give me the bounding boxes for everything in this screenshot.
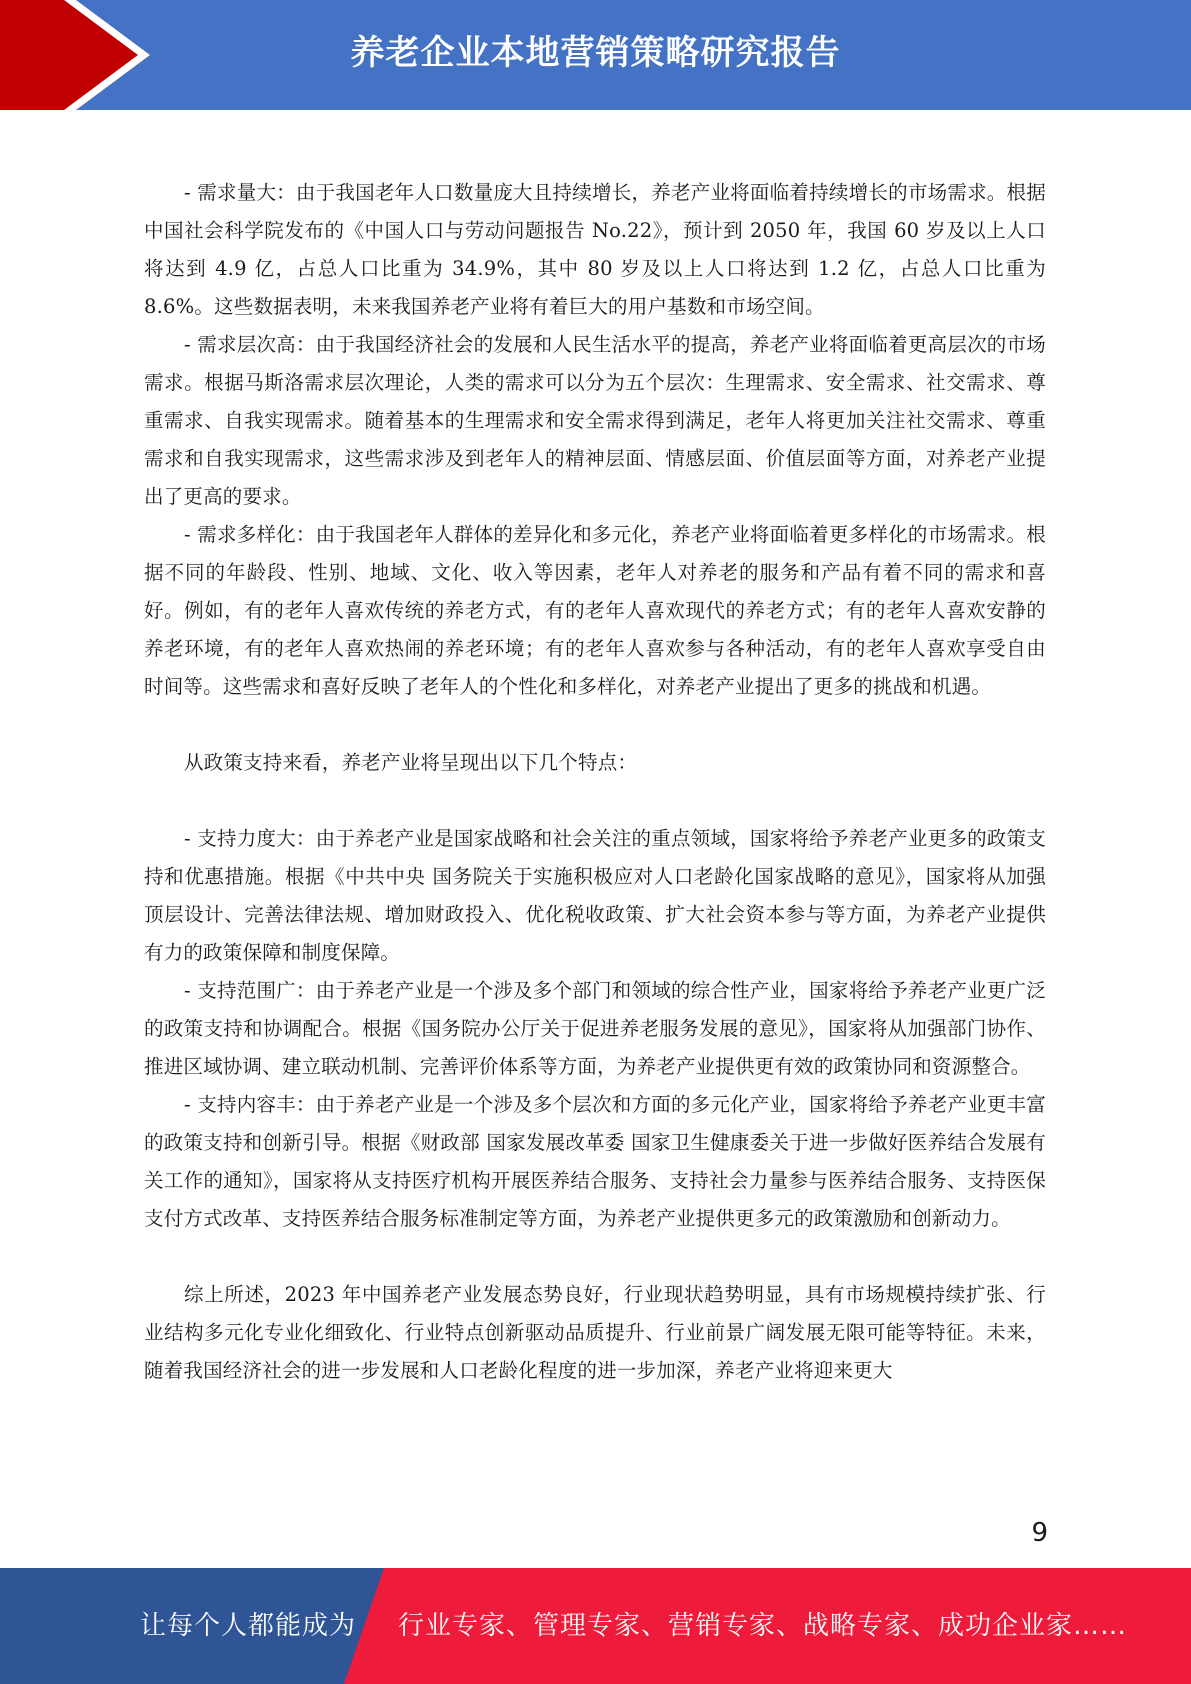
page-footer	[0, 1568, 1191, 1684]
spacer	[144, 782, 1046, 820]
paragraph-support-content: - 支持内容丰：由于养老产业是一个涉及多个层次和方面的多元化产业，国家将给予养老产业更丰富的政策支持和创新引导。根据《财政部 国家发展改革委 国家卫生健康委关于进一步做好医养结合发展有关工作的通知》，国家将从支持医疗机构开展医养结合服务、支持社会力量参与医养结合服务、支持医保支付方式改革、支持医养结合服务标准制定等方面，为养老产业提供更多元的政策激励和创新动力。	[144, 1093, 1046, 1230]
paragraph-summary: 综上所述，2023 年中国养老产业发展态势良好，行业现状趋势明显，具有市场规模持续扩张、行业结构多元化专业化细致化、行业特点创新驱动品质提升、行业前景广阔发展无限可能等特征。未来，随着我国经济社会的进一步发展和人口老龄化程度的进一步加深，养老产业将迎来更大	[144, 1283, 1046, 1382]
page-number: 9	[1031, 1518, 1048, 1548]
footer-slogan-lead: 让每个人都能成为	[140, 1611, 357, 1641]
paragraph-support-strength: - 支持力度大：由于养老产业是国家战略和社会关注的重点领域，国家将给予养老产业更多的政策支持和优惠措施。根据《中共中央 国务院关于实施积极应对人口老龄化国家战略的意见》，国家将从加强顶层设计、完善法律法规、增加财政投入、优化税收政策、扩大社会资本参与等方面，为养老产业提供有力的政策保障和制度保障。	[144, 827, 1046, 964]
footer-slogan-roles: 行业专家、管理专家、营销专家、战略专家、成功企业家……	[398, 1611, 1128, 1641]
paragraph-demand-level: - 需求层次高：由于我国经济社会的发展和人民生活水平的提高，养老产业将面临着更高层次的市场需求。根据马斯洛需求层次理论，人类的需求可以分为五个层次：生理需求、安全需求、社交需求、尊重需求、自我实现需求。随着基本的生理需求和安全需求得到满足，老年人将更加关注社交需求、尊重需求和自我实现需求，这些需求涉及到老年人的精神层面、情感层面、价值层面等方面，对养老产业提出了更高的要求。	[144, 333, 1046, 508]
report-body	[144, 174, 1046, 1390]
report-title: 养老企业本地营销策略研究报告	[350, 33, 841, 73]
spacer	[144, 706, 1046, 744]
paragraph-policy-intro: 从政策支持来看，养老产业将呈现出以下几个特点：	[184, 751, 638, 774]
paragraph-demand-volume: - 需求量大：由于我国老年人口数量庞大且持续增长，养老产业将面临着持续增长的市场需求。根据中国社会科学院发布的《中国人口与劳动问题报告 No.22》，预计到 2050 年，我国 60 岁及以上人口将达到 4.9 亿，占总人口比重为 34.9%，其中 80 岁及以上人口将达到 1.2 亿，占总人口比重为 8.6%。这些数据表明，未来我国养老产业将有着巨大的用户基数和市场空间。	[144, 181, 1046, 318]
header-chevron-decoration	[0, 0, 160, 110]
paragraph-demand-diversity: - 需求多样化：由于我国老年人群体的差异化和多元化，养老产业将面临着更多样化的市场需求。根据不同的年龄段、性别、地域、文化、收入等因素，老年人对养老的服务和产品有着不同的需求和喜好。例如，有的老年人喜欢传统的养老方式，有的老年人喜欢现代的养老方式；有的老年人喜欢安静的养老环境，有的老年人喜欢热闹的养老环境；有的老年人喜欢参与各种活动，有的老年人喜欢享受自由时间等。这些需求和喜好反映了老年人的个性化和多样化，对养老产业提出了更多的挑战和机遇。	[144, 523, 1046, 698]
page-header	[0, 0, 1191, 110]
paragraph-support-scope: - 支持范围广：由于养老产业是一个涉及多个部门和领域的综合性产业，国家将给予养老产业更广泛的政策支持和协调配合。根据《国务院办公厅关于促进养老服务发展的意见》，国家将从加强部门协作、推进区域协调、建立联动机制、完善评价体系等方面，为养老产业提供更有效的政策协同和资源整合。	[144, 979, 1046, 1078]
spacer	[144, 1238, 1046, 1276]
